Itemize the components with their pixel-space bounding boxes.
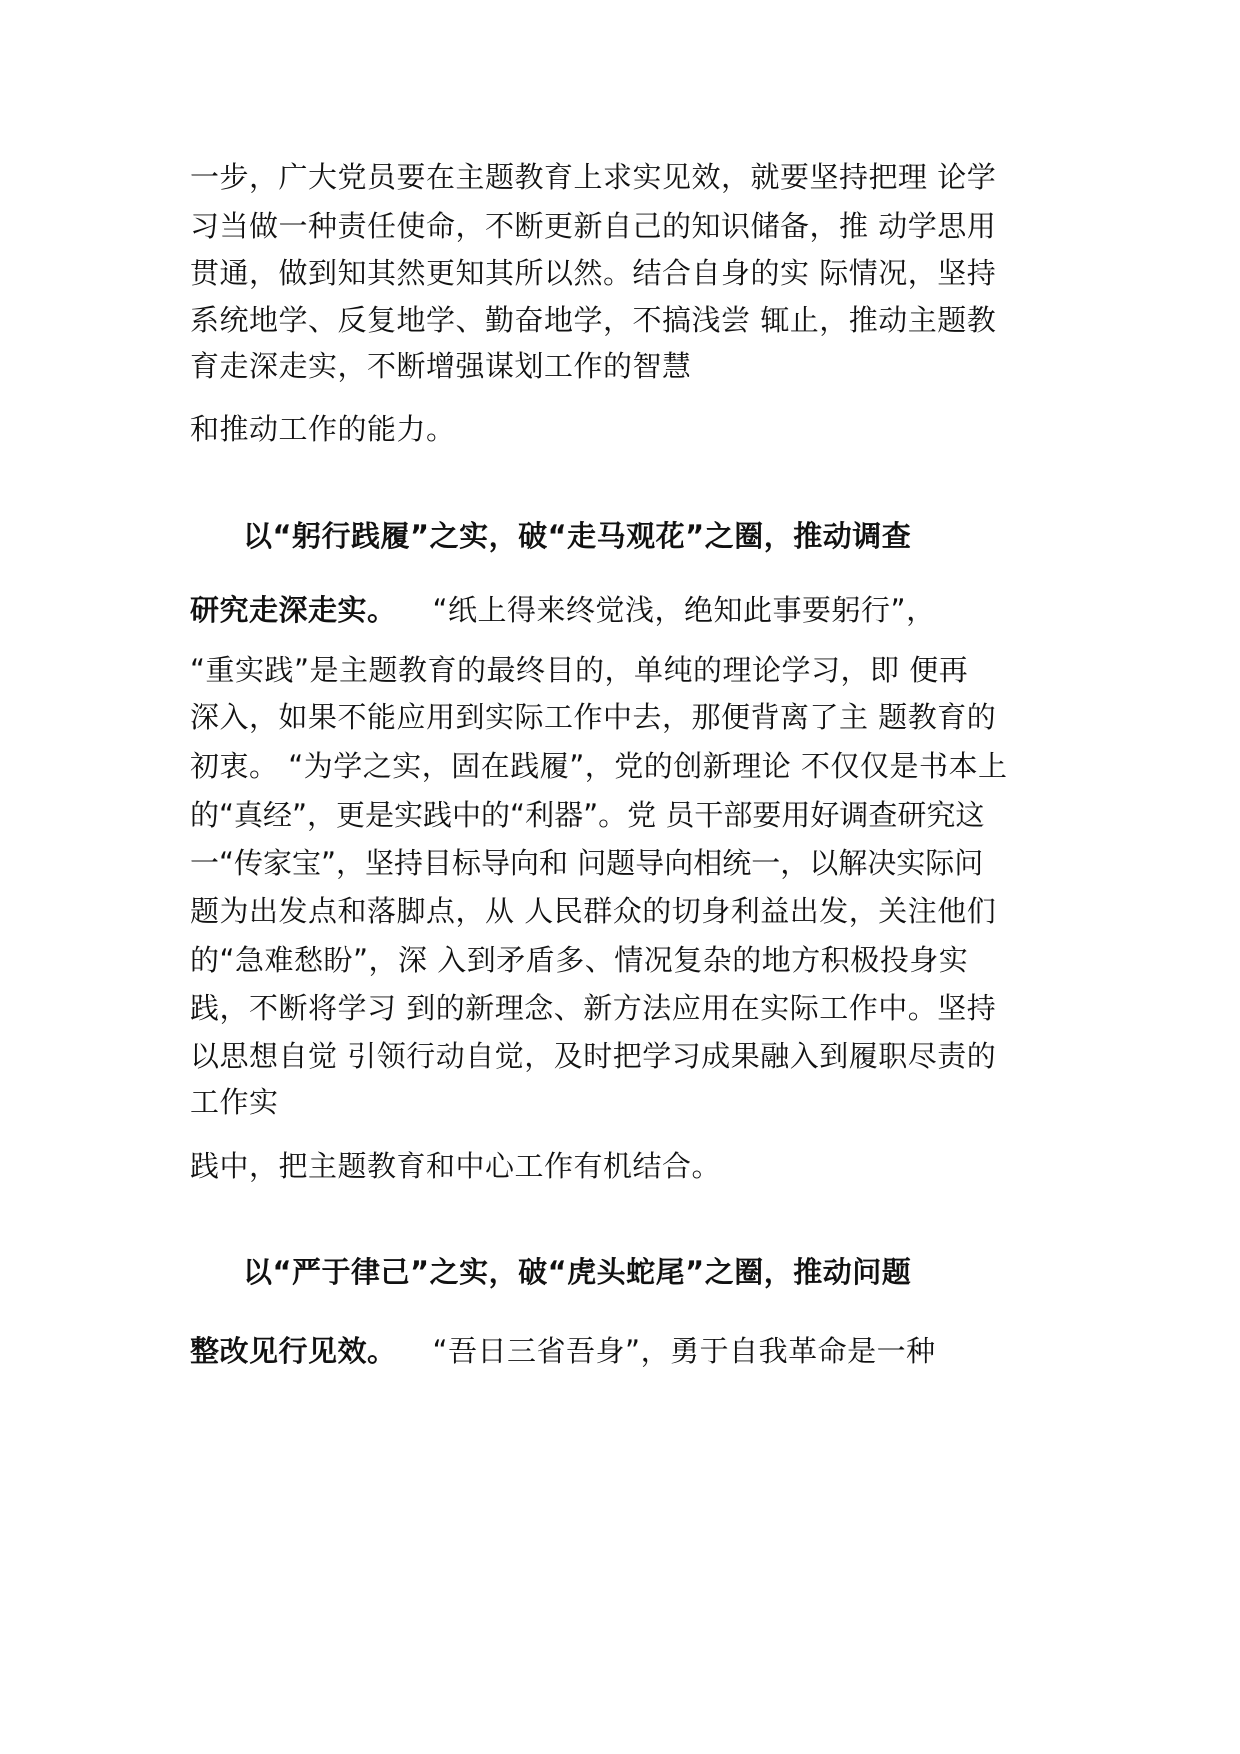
paragraph-line: 题为出发点和落脚点，从 人民群众的切身利益出发，关注他们 — [190, 894, 997, 928]
paragraph-line: 育走深走实，不断增强谋划工作的智慧 — [190, 349, 692, 383]
paragraph-line: 工作实 — [190, 1085, 279, 1119]
section-heading-end: 整改见行见效。 — [190, 1334, 397, 1368]
paragraph-line: 一步，广大党员要在主题教育上求实见效，就要坚持把理 论学 — [190, 160, 997, 194]
paragraph-text: “纸上得来终觉浅，绝知此事要躬行”， — [432, 593, 936, 627]
paragraph-line: 深入，如果不能应用到实际工作中去，那便背离了主 题教育的 — [190, 700, 997, 734]
section-heading: 以“躬行践履”之实，破“走马观花”之圈，推动调查 — [243, 519, 912, 553]
paragraph-line: 贯通，做到知其然更知其所以然。结合自身的实 际情况，坚持 — [190, 256, 997, 290]
paragraph-line: 以思想自觉 引领行动自觉，及时把学习成果融入到履职尽责的 — [190, 1039, 997, 1073]
paragraph-line: “重实践”是主题教育的最终目的，单纯的理论学习，即 便再 — [190, 653, 969, 687]
paragraph-line: 初衷。 “为学之实，固在践履”，党的创新理论 不仅仅是书本上 — [190, 749, 1008, 783]
paragraph-text: “吾日三省吾身”，勇于自我革命是一种 — [432, 1334, 936, 1368]
heading-continuation-line — [190, 590, 936, 630]
paragraph-line: 一“传家宝”，坚持目标导向和 问题导向相统一，以解决实际问 — [190, 846, 984, 880]
paragraph-line: 习当做一种责任使命，不断更新自己的知识储备，推 动学思用 — [190, 209, 997, 243]
section-heading: 以“严于律己”之实，破“虎头蛇尾”之圈，推动问题 — [243, 1255, 912, 1289]
paragraph-line: 践中，把主题教育和中心工作有机结合。 — [190, 1149, 722, 1183]
paragraph-line: 的“真经”，更是实践中的“利器”。党 员干部要用好调查研究这 — [190, 798, 985, 832]
paragraph-line: 系统地学、反复地学、勤奋地学，不搞浅尝 辄止，推动主题教 — [190, 303, 997, 337]
paragraph-line: 的“急难愁盼”，深 入到矛盾多、情况复杂的地方积极投身实 — [190, 943, 969, 977]
paragraph-line: 践，不断将学习 到的新理念、新方法应用在实际工作中。坚持 — [190, 991, 997, 1025]
paragraph-line: 和推动工作的能力。 — [190, 412, 456, 446]
heading-continuation-line — [190, 1331, 936, 1371]
section-heading-end: 研究走深走实。 — [190, 593, 397, 627]
